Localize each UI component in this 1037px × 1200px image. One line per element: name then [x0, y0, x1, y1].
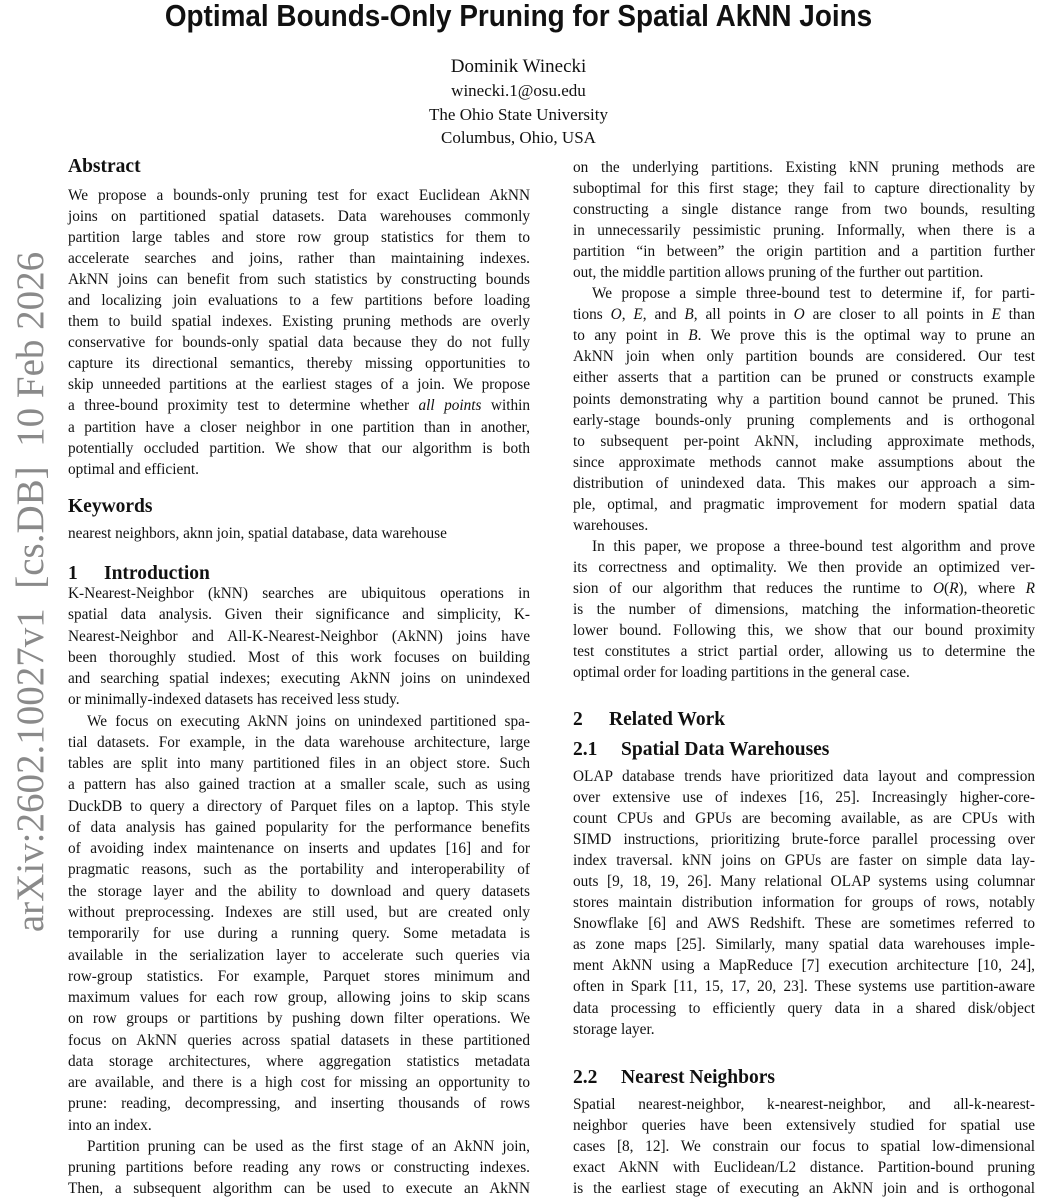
- text-segment: either asserts that a partition can be pruned or constructs example: [573, 369, 1035, 387]
- text-segment: out, the middle partition allows pruning of the further out partition.: [573, 264, 984, 282]
- text-segment: Partition pruning can be used as the first stage of an AkNN join,: [87, 1137, 530, 1155]
- text-segment: early-stage bounds-only pruning complements and is orthogonal: [573, 411, 1035, 429]
- text-segment: cases [8, 12]. We constrain our focus to spatial low-dimensional: [573, 1138, 1035, 1156]
- text-segment: often in Spark [11, 15, 17, 20, 23]. These systems use partition-aware: [573, 978, 1035, 996]
- keywords-line: nearest neighbors, aknn join, spatial database, data warehouse: [68, 525, 447, 542]
- text-segment: sion of our algorithm that reduces the runtime to: [573, 579, 933, 597]
- text-segment: tions: [573, 306, 611, 324]
- text-line: [68, 945, 530, 966]
- text-segment: its correctness and optimality. We then provide an optimized ver-: [573, 558, 1035, 576]
- text-line: [68, 374, 530, 395]
- italic-text: E: [991, 306, 1001, 324]
- text-line: [68, 227, 530, 248]
- text-line: [68, 902, 530, 923]
- italic-text: O: [610, 306, 622, 324]
- text-line: [68, 668, 530, 689]
- italic-text: B: [688, 327, 698, 345]
- text-line: [68, 604, 530, 625]
- text-line: [68, 290, 530, 311]
- section-number: 2: [573, 709, 583, 730]
- text-segment: skip unneeded partitions at the earliest stages of a join. We propose: [68, 376, 530, 394]
- text-line: [573, 431, 1035, 452]
- text-line: [573, 283, 1035, 304]
- text-line: [68, 206, 530, 227]
- text-line: [573, 1115, 1035, 1136]
- text-line: [573, 620, 1035, 641]
- text-line: [68, 1178, 530, 1199]
- text-line: [573, 766, 1035, 787]
- text-line: [68, 353, 530, 374]
- italic-text: all points: [418, 397, 482, 415]
- text-line: [68, 774, 530, 795]
- subsection-number: 2.1: [573, 739, 598, 760]
- text-segment: is the earliest stage of executing an AkNN join and is orthogonal: [573, 1180, 1035, 1198]
- text-segment: is the number of dimensions, matching the information-theoretic: [573, 600, 1035, 618]
- text-line: [573, 157, 1035, 178]
- text-line: [573, 241, 1035, 262]
- text-segment: optimal and efficient.: [68, 460, 199, 478]
- text-line: [573, 1136, 1035, 1157]
- text-line: [573, 934, 1035, 955]
- text-line: [573, 220, 1035, 241]
- subsection-heading-spatial-data-warehouses: [573, 738, 829, 762]
- text-segment: a partition have a closer neighbor in one partition than in another,: [68, 418, 530, 436]
- text-segment: available in the serialization layer to accelerate such queries via: [68, 946, 530, 964]
- text-segment: outs [9, 18, 19, 26]. Many relational OLAP systems using columnar: [573, 873, 1035, 891]
- text-line: [573, 1019, 1035, 1040]
- text-segment: K-Nearest-Neighbor (kNN) searches are ubiquitous operations in: [68, 585, 530, 602]
- text-segment: tables are split into many partitioned files in an object store. Such: [68, 755, 530, 773]
- text-line: [573, 787, 1035, 808]
- text-segment: AkNN join when only partition bounds are considered. Our test: [573, 348, 1035, 366]
- text-line: [573, 494, 1035, 515]
- author-block: [300, 55, 737, 150]
- text-segment: in unnecessarily pessimistic pruning. Informally, when there is a: [573, 222, 1035, 240]
- text-segment: maximum values for each row group, allowing joins to skip scans: [68, 989, 530, 1007]
- paper-title: Optimal Bounds-Only Pruning for Spatial AkNN Joins: [164, 0, 873, 33]
- text-segment: than: [1000, 306, 1036, 324]
- introduction-body-right: [573, 157, 1035, 683]
- keywords-heading: Keywords: [68, 496, 153, 517]
- text-line: [573, 178, 1035, 199]
- text-segment: . We prove this is the optimal way to prune an: [697, 327, 1035, 345]
- text-segment: SIMD instructions, prioritizing brute-force parallel processing over: [573, 831, 1035, 849]
- italic-text: O: [793, 306, 805, 324]
- text-line: [573, 599, 1035, 620]
- text-line: [573, 1178, 1035, 1199]
- text-segment: to subsequent per-point AkNN, including approximate methods,: [573, 432, 1035, 450]
- text-segment: and searching spatial indexes; executing AkNN joins on unindexed: [68, 670, 530, 688]
- text-line: [68, 417, 530, 438]
- text-line: [68, 311, 530, 332]
- italic-text: R: [949, 579, 959, 597]
- text-line: [573, 304, 1035, 325]
- abstract-body: [68, 185, 530, 480]
- text-segment: DuckDB to query a directory of Parquet files on a laptop. This style: [68, 797, 530, 815]
- text-line: [68, 1093, 530, 1114]
- author-location: Columbus, Ohio, USA: [441, 128, 596, 147]
- text-segment: of avoiding index maintenance on inserts and updates [16] and for: [68, 840, 530, 858]
- italic-text: B: [684, 306, 694, 324]
- text-line: [573, 641, 1035, 662]
- section-heading-related-work: [573, 708, 725, 732]
- text-segment: ), where: [958, 579, 1026, 597]
- italic-text: O: [932, 579, 944, 597]
- text-line: [68, 966, 530, 987]
- text-segment: ple, optimal, and pragmatic improvement for modern spatial data: [573, 495, 1035, 513]
- text-segment: and localizing join evaluations to a few partitions before loading: [68, 292, 530, 310]
- text-segment: conservative for bounds-only spatial data because they do not fully: [68, 334, 530, 352]
- text-segment: as zone maps [25]. Similarly, many spatial data warehouses imple-: [573, 936, 1035, 954]
- text-segment: over extensive use of indexes [16, 25]. Increasingly higher-core-: [573, 789, 1035, 807]
- text-line: [573, 578, 1035, 599]
- text-line: [573, 557, 1035, 578]
- text-segment: are available, and there is a high cost for missing an opportunity to: [68, 1074, 530, 1092]
- nearest-neighbors-body: [573, 1094, 1035, 1199]
- text-segment: joins on partitioned spatial datasets. Data warehouses commonly: [68, 208, 530, 226]
- text-line: [573, 536, 1035, 557]
- text-line: [68, 647, 530, 668]
- spatial-data-warehouses-body: [573, 766, 1035, 1040]
- abstract-heading: Abstract: [68, 156, 141, 177]
- text-segment: a pattern has also gained traction at a smaller scale, such as using: [68, 776, 530, 794]
- text-segment: or minimally-indexed datasets has received less study.: [68, 691, 400, 709]
- author-name: Dominik Winecki: [450, 56, 587, 77]
- text-line: [68, 689, 530, 710]
- text-segment: We propose a simple three-bound test to determine if, for parti-: [592, 285, 1035, 303]
- text-line: [573, 452, 1035, 473]
- text-segment: focus on AkNN queries across spatial datasets in these partitioned: [68, 1031, 530, 1049]
- text-line: [68, 1051, 530, 1072]
- text-line: [68, 1008, 530, 1029]
- text-segment: been thoroughly studied. Most of this work focuses on building: [68, 648, 530, 666]
- text-line: [573, 346, 1035, 367]
- text-line: [68, 248, 530, 269]
- text-segment: are closer to all points in: [804, 306, 992, 324]
- text-line: [573, 1157, 1035, 1178]
- italic-text: E: [633, 306, 643, 324]
- introduction-body-left: [68, 583, 530, 1200]
- text-line: [573, 389, 1035, 410]
- text-segment: them to build spatial indexes. Existing pruning methods are overly: [68, 313, 530, 331]
- text-segment: optimal order for loading partitions in the general case.: [573, 664, 910, 682]
- text-line: [68, 732, 530, 753]
- text-line: [573, 829, 1035, 850]
- text-line: [68, 1136, 530, 1157]
- text-segment: of data analysis has gained popularity for the performance benefits: [68, 818, 530, 836]
- text-line: [68, 583, 530, 604]
- text-line: [573, 367, 1035, 388]
- text-line: [68, 395, 530, 416]
- text-line: [573, 410, 1035, 431]
- text-segment: pruning partitions before reading any rows or constructing indexes.: [68, 1159, 530, 1177]
- text-line: [573, 808, 1035, 829]
- text-segment: lower bound. Following this, we show that our bound proximity: [573, 622, 1035, 640]
- text-segment: neighbor queries have been extensively studied for spatial use: [573, 1117, 1035, 1135]
- text-line: [68, 269, 530, 290]
- text-segment: constructing a single distance range from two bounds, resulting: [573, 201, 1035, 219]
- text-line: [68, 1072, 530, 1093]
- text-line: [573, 515, 1035, 536]
- text-line: [573, 955, 1035, 976]
- text-segment: index traversal. kNN joins on GPUs are faster on simple data lay-: [573, 852, 1035, 870]
- text-line: [68, 859, 530, 880]
- text-segment: (: [944, 579, 950, 597]
- text-line: [68, 817, 530, 838]
- text-segment: on row groups or partitions by pushing down filter operations. We: [68, 1010, 530, 1028]
- text-segment: Nearest-Neighbor and All-K-Nearest-Neighbor (AkNN) joins have: [68, 627, 530, 645]
- text-segment: warehouses.: [573, 516, 649, 534]
- text-line: [573, 892, 1035, 913]
- text-segment: row-group statistics. For example, Parquet stores minimum and: [68, 967, 530, 985]
- text-line: [68, 923, 530, 944]
- text-segment: stores maintain distribution information for groups of rows, notably: [573, 894, 1035, 912]
- text-line: [573, 871, 1035, 892]
- text-line: [68, 881, 530, 902]
- section-title: Introduction: [104, 563, 210, 584]
- text-segment: into an index.: [68, 1116, 152, 1134]
- text-segment: temporarily for use during a running query. Some metadata is: [68, 925, 530, 943]
- text-line: [573, 325, 1035, 346]
- text-line: [68, 185, 530, 206]
- subsection-heading-nearest-neighbors: [573, 1066, 775, 1090]
- text-segment: Snowflake [6] and AWS Redshift. These are sometimes referred to: [573, 915, 1035, 933]
- text-segment: suboptimal for this first stage; they fail to capture directionality by: [573, 180, 1035, 198]
- text-line: [573, 473, 1035, 494]
- text-segment: storage layer.: [573, 1020, 655, 1038]
- text-segment: distribution of unindexed data. This makes our approach a sim-: [573, 474, 1035, 492]
- text-segment: count CPUs and GPUs are becoming available, as are CPUs with: [573, 810, 1035, 828]
- text-line: [68, 438, 530, 459]
- text-line: [573, 913, 1035, 934]
- text-line: [573, 662, 1035, 683]
- text-segment: exact AkNN with Euclidean/L2 distance. Partition-bound pruning: [573, 1159, 1035, 1177]
- section-number: 1: [68, 563, 78, 584]
- text-segment: within: [481, 397, 530, 415]
- subsection-title: Nearest Neighbors: [621, 1067, 775, 1088]
- text-segment: Spatial nearest-neighbor, k-nearest-neighbor, and all-k-nearest-: [573, 1096, 1035, 1113]
- arxiv-stamp: arXiv:2602.10027v1 [cs.DB] 10 Feb 2026: [9, 251, 52, 933]
- text-segment: AkNN joins can benefit from such statistics by constructing bounds: [68, 271, 530, 289]
- text-line: [68, 626, 530, 647]
- text-line: [573, 850, 1035, 871]
- text-segment: pragmatic reasons, such as the portability and interoperability of: [68, 861, 530, 879]
- text-line: [573, 976, 1035, 997]
- text-line: [68, 1030, 530, 1051]
- text-segment: , all points in: [693, 306, 794, 324]
- text-segment: OLAP database trends have prioritized data layout and compression: [573, 768, 1035, 785]
- text-line: [68, 332, 530, 353]
- text-line: [68, 1157, 530, 1178]
- italic-text: R: [1025, 579, 1036, 597]
- text-segment: tial datasets. For example, in the data warehouse architecture, large: [68, 733, 530, 751]
- text-line: [573, 998, 1035, 1019]
- text-segment: data processing to efficiently query data in a shared disk/object: [573, 999, 1035, 1017]
- subsection-number: 2.2: [573, 1067, 598, 1088]
- text-line: [68, 753, 530, 774]
- text-segment: capture its directional semantics, thereby missing opportunities to: [68, 355, 530, 373]
- text-line: [573, 1094, 1035, 1115]
- text-segment: We focus on executing AkNN joins on unindexed partitioned spa-: [87, 712, 530, 730]
- text-segment: a three-bound proximity test to determine whether: [68, 397, 419, 415]
- author-affiliation: The Ohio State University: [429, 104, 608, 124]
- text-segment: the storage layer and the ability to download and query datasets: [68, 882, 530, 900]
- text-segment: on the underlying partitions. Existing kNN pruning methods are: [573, 159, 1035, 176]
- keywords-text: [68, 523, 530, 544]
- text-segment: since approximate methods cannot make assumptions about the: [573, 453, 1035, 471]
- text-line: [68, 459, 530, 480]
- text-segment: partition “in between” the origin partition and a partition further: [573, 243, 1035, 261]
- text-segment: spatial data analysis. Given their significance and simplicity, K-: [68, 606, 530, 624]
- text-segment: , and: [642, 306, 685, 324]
- text-segment: test constitutes a strict partial order, allowing us to determine the: [573, 643, 1035, 661]
- text-segment: data storage architectures, where aggregation statistics metadata: [68, 1052, 530, 1070]
- text-line: [68, 711, 530, 732]
- text-segment: ,: [621, 306, 634, 324]
- text-line: [68, 1115, 530, 1136]
- text-segment: points demonstrating why a partition bound cannot be pruned. This: [573, 390, 1035, 408]
- text-line: [573, 262, 1035, 283]
- subsection-title: Spatial Data Warehouses: [621, 739, 830, 760]
- text-segment: accelerate searches and joins, rather than maintaining indexes.: [68, 250, 530, 268]
- text-line: [68, 796, 530, 817]
- section-title: Related Work: [609, 709, 726, 730]
- text-segment: In this paper, we propose a three-bound test algorithm and prove: [592, 537, 1035, 555]
- text-segment: ment AkNN using a MapReduce [7] execution architecture [10, 24],: [573, 957, 1035, 975]
- text-segment: We propose a bounds-only pruning test for exact Euclidean AkNN: [68, 187, 530, 204]
- text-segment: prune: reading, decompressing, and inserting thousands of rows: [68, 1095, 530, 1113]
- text-segment: without preprocessing. Indexes are still used, but are created only: [68, 903, 530, 921]
- text-segment: Then, a subsequent algorithm can be used to execute an AkNN: [68, 1180, 530, 1198]
- text-line: [68, 838, 530, 859]
- text-segment: potentially occluded partition. We show that our algorithm is both: [68, 439, 530, 457]
- text-line: [573, 199, 1035, 220]
- author-email[interactable]: winecki.1@osu.edu: [451, 81, 586, 100]
- text-segment: partition large tables and store row group statistics for them to: [68, 229, 530, 247]
- text-segment: to any point in: [573, 327, 689, 345]
- text-line: [68, 987, 530, 1008]
